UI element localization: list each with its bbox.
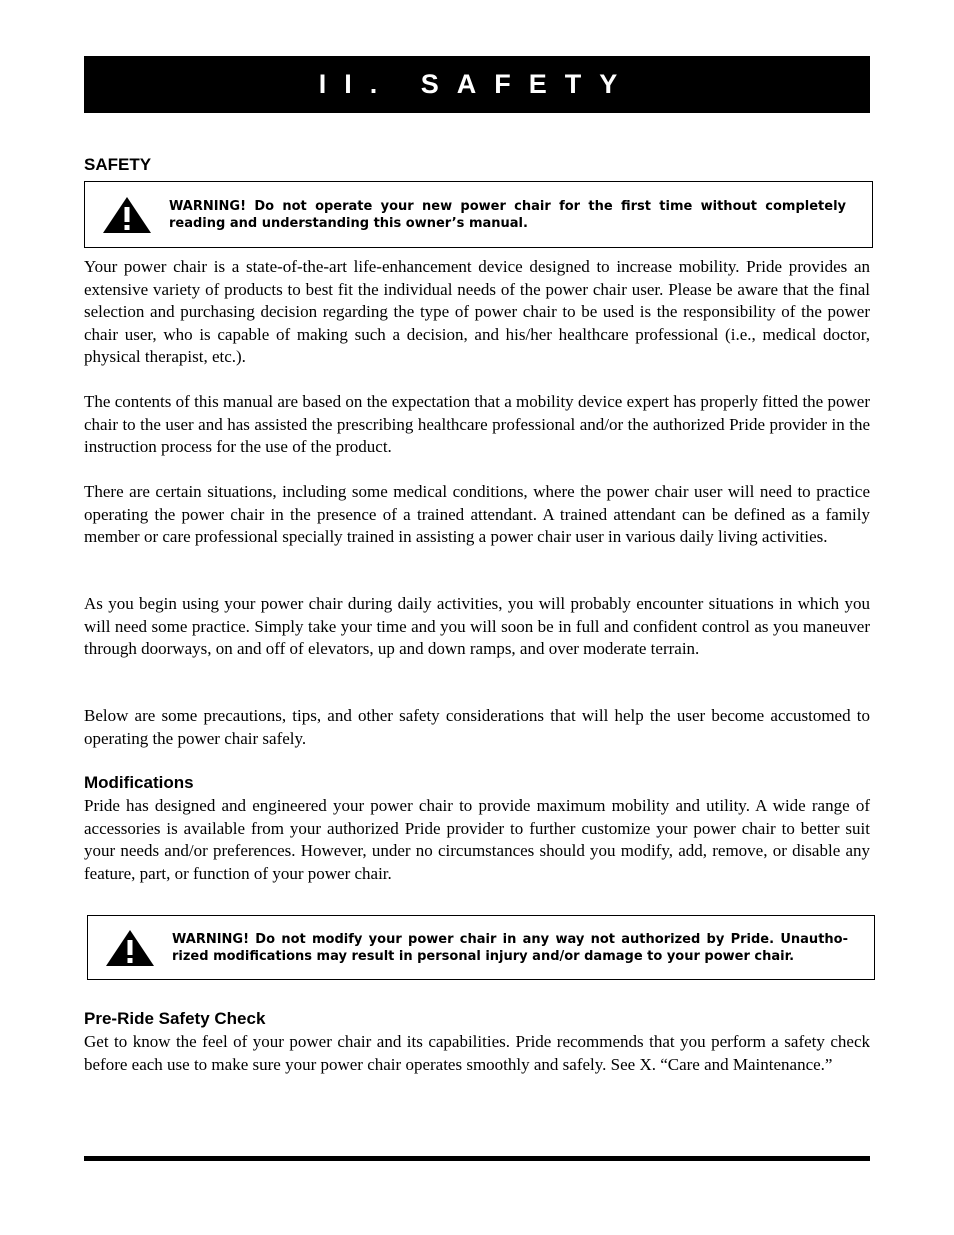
paragraph-precautions: Below are some precautions, tips, and other safety considerations that will help the user become accustomed to operating the power chair safely. [84,706,870,748]
section-heading-modifications: Modifications [84,773,194,792]
warning-triangle-icon [104,928,156,968]
paragraph-preride: Get to know the feel of your power chair and its capabilities. Pride recommends that you perform a safety check before each use to make sure your power chair operates smoothly and safely. See X. “Care and Maintenance.” [84,1032,870,1074]
warning-box-read-manual [84,181,873,248]
section-heading-safety: SAFETY [84,155,152,174]
section-heading-preride: Pre-Ride Safety Check [84,1009,266,1028]
paragraph-modifications: Pride has designed and engineered your power chair to provide maximum mobility and utility. A wide range of accessories is available from your authorized Pride provider to further customize your power chair to better suit your needs and/or preferences. However, under no circumstances should you modify, add, remove, or disable any feature, part, or function of your power chair. [84,796,870,883]
warning-text-no-modifications: WARNING! Do not modify your power chair in any way not authorized by Pride. Unautho-rized modifications may result in personal injury and/or damage to your power chair. [172,931,848,964]
paragraph-manual-contents: The contents of this manual are based on the expectation that a mobility device expert has properly fitted the power chair to the user and has assisted the prescribing healthcare professional and/or the authorized Pride provider in the instruction process for the use of the product. [84,392,870,456]
chapter-title-bar [84,56,870,113]
warning-text-read-manual: WARNING! Do not operate your new power chair for the first time without completely reading and understanding this owner’s manual. [169,198,846,231]
warning-triangle-icon [101,195,153,235]
chapter-title: II. SAFETY [318,69,636,99]
paragraph-trained-attendant: There are certain situations, including some medical conditions, where the power chair user will need to practice operating the power chair in the presence of a trained attendant. A trained attendant can be defined as a family member or care professional specially trained in assisting a power chair user in various daily living activities. [84,482,870,546]
paragraph-practice: As you begin using your power chair during daily activities, you will probably encounter situations in which you will need some practice. Simply take your time and you will soon be in full and confident control as you maneuver through doorways, on and off of elevators, up and down ramps, and over moderate terrain. [84,594,870,658]
paragraph-intro: Your power chair is a state-of-the-art life-enhancement device designed to increase mobility. Pride provides an extensive variety of products to best fit the individual needs of the power chair user. Please be aware that the final selection and purchasing decision regarding the type of power chair to be used is the responsibility of the power chair user, who is capable of making such a decision, and his/her healthcare professional (i.e., medical doctor, physical therapist, etc.). [84,257,870,366]
warning-box-no-modifications [87,915,875,980]
footer-rule [84,1156,870,1161]
